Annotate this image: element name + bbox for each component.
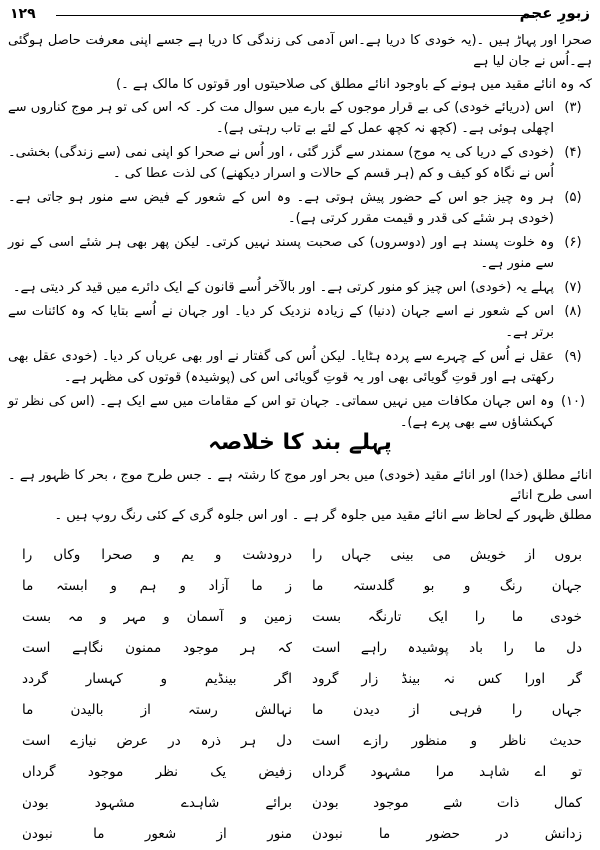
- intro-paragraph: [8, 30, 592, 95]
- note-number: (۵): [564, 190, 582, 205]
- poem-column-right: [312, 540, 582, 850]
- numbered-note: [8, 346, 592, 388]
- verse-line: دل ما را باد پوشیدہ راہے است: [312, 640, 582, 656]
- note-number: (۱۰): [560, 394, 586, 409]
- note-text: اس کے شعور نے اسے جہان (دنیا) کے زیادہ نزدیک کر دیا۔ اور جہان نے اُسے بتایا کہ وہ کائنات سے برتر ہے۔: [8, 304, 554, 340]
- verse-line: برائے شاہدے مشہود بودن: [22, 795, 292, 811]
- verse-line: جہان رنگ و بو گلدستہ ما: [312, 578, 582, 594]
- note-number: (۸): [564, 304, 582, 319]
- verse-line: زمین و آسمان و مہر و مہ بست: [22, 609, 292, 625]
- numbered-note: [8, 97, 592, 139]
- summary-line: انائے مطلق (خدا) اور انائے مقید (خودی) میں بحر اور موج کا رشتہ ہے ۔ جس طرح موج ، بحر کا ظہور ہے ۔اسی طرح انائے: [8, 468, 592, 503]
- note-text: اس (دریائے خودی) کی بے قرار موجوں کے بارے میں سوال مت کر۔ کہ اس کی تو ہر موج کناروں سے اچھلی ہوئی ہے۔ (کچھ نہ کچھ عمل کے لئے بے تاب رہتی ہے)۔: [8, 100, 554, 136]
- verse-line: زدانش در حضور ما نبودن: [312, 826, 582, 842]
- verse-line: ز ما آزاد و ہم و ابستہ ما: [22, 578, 292, 594]
- verse-line: بروں از خویش می بینی جہاں را: [312, 547, 582, 563]
- note-number: (۴): [564, 145, 582, 160]
- note-number: (۹): [564, 349, 582, 364]
- verse-line: نہالش رستہ از بالیدن ما: [22, 702, 292, 718]
- header-rule: [56, 15, 534, 16]
- commentary: [8, 30, 592, 436]
- summary-paragraph: [8, 466, 592, 526]
- verse-line: خودی ما را ایک تارنگہ بست: [312, 609, 582, 625]
- page-header: [6, 4, 594, 26]
- summary-line: مطلق ظہور کے لحاظ سے انائے مقید میں جلوہ گر ہے ۔ اور اس جلوہ گری کے کئی رنگ روپ ہیں ۔: [54, 508, 592, 523]
- numbered-note: [8, 142, 592, 184]
- poem-column-left: [22, 540, 292, 850]
- intro-line: کہ وہ انائے مقید میں ہونے کے باوجود انائے مطلق کی صلاحیتوں اور قوتوں کا مالک ہے ۔): [116, 77, 592, 92]
- intro-line: صحرا اور پہاڑ ہیں ۔(یہ خودی کا دریا ہے۔اس آدمی کی زندگی کا دریا ہے جسے اپنی معرفت حاصل ہوگئی ہے۔اُس نے جان لیا ہے: [8, 33, 592, 69]
- persian-poem: [0, 540, 600, 842]
- page-number: ۱۲۹: [10, 6, 36, 22]
- note-text: پہلے یہ (خودی) اس چیز کو منور کرتی ہے۔ اور بالآخر اُسے قانون کے ایک دائرے میں قید کر دیتی ہے۔: [12, 280, 554, 295]
- note-text: (خودی کے دریا کی یہ موج) سمندر سے گزر گئی ، اور اُس نے صحرا کو اپنی نمی (سے زندگی) بخشی۔ اُس نے نگاہ کو کیف و کم (ہر قسم کے حالات و اسرار دیکھنے) کی لذت عطا کی ۔: [8, 145, 554, 181]
- note-text: وہ اس جہان مکافات میں نہیں سماتی۔ جہان تو اس کے مقامات میں سے ایک ہے۔ (اس کی نظر تو کہکشاؤں سے بھی پرے ہے)۔: [8, 394, 554, 430]
- verse-line: دل ہر ذرہ در عرض نیازے است: [22, 733, 292, 749]
- verse-line: گر اورا کس نہ بینڈ زار گرود: [312, 671, 582, 687]
- numbered-note: [8, 187, 592, 229]
- verse-line: حدیث ناظر و منظور رازے است: [312, 733, 582, 749]
- note-text: ہر وہ چیز جو اس کے حضور پیش ہوتی ہے۔ وہ اس کے شعور کے فیض سے منور ہو جاتی ہے۔ (خودی ہر شئے کی قدر و قیمت مقرر کرتی ہے)۔: [8, 190, 554, 226]
- note-number: (۳): [564, 100, 582, 115]
- numbered-note: [8, 232, 592, 274]
- section-heading: پہلے بند کا خلاصہ: [208, 430, 392, 455]
- running-title: زبورِ عجم: [519, 4, 590, 22]
- numbered-note: [8, 301, 592, 343]
- note-number: (۶): [564, 235, 582, 250]
- verse-line: تو اے شاہد مرا مشہود گرداں: [312, 764, 582, 780]
- verse-line: کہ ہر موجود ممنون نگاہے است: [22, 640, 292, 656]
- note-number: (۷): [564, 280, 582, 295]
- verse-line: منور از شعور ما نبودن: [22, 826, 292, 842]
- note-text: عقل نے اُس کے چہرے سے پردہ ہٹایا۔ لیکن اُس کی گفتار نے اور بھی عریاں کر دیا۔ (خودی عقل بھی رکھتی ہے اور قوتِ گویائی بھی اور یہ قوتِ گویائی اس کی (پوشیدہ) قوتوں کی مظہر ہے۔: [8, 349, 554, 385]
- numbered-note: [8, 391, 592, 433]
- verse-line: اگر بینڈیم و کہسار گردد: [22, 671, 292, 687]
- verse-line: کمال ذات شے موجود بودن: [312, 795, 582, 811]
- verse-line: زفیض یک نظر موجود گرداں: [22, 764, 292, 780]
- verse-line: درودشت و یم و صحرا وکاں را: [22, 547, 292, 563]
- numbered-note: [8, 277, 592, 298]
- note-text: وہ خلوت پسند ہے اور (دوسروں) کی صحبت پسند نہیں کرتی۔ لیکن پھر بھی ہر شئے اسی کے نور سے منور ہے۔: [8, 235, 554, 271]
- verse-line: جہاں را فرہی از دیدن ما: [312, 702, 582, 718]
